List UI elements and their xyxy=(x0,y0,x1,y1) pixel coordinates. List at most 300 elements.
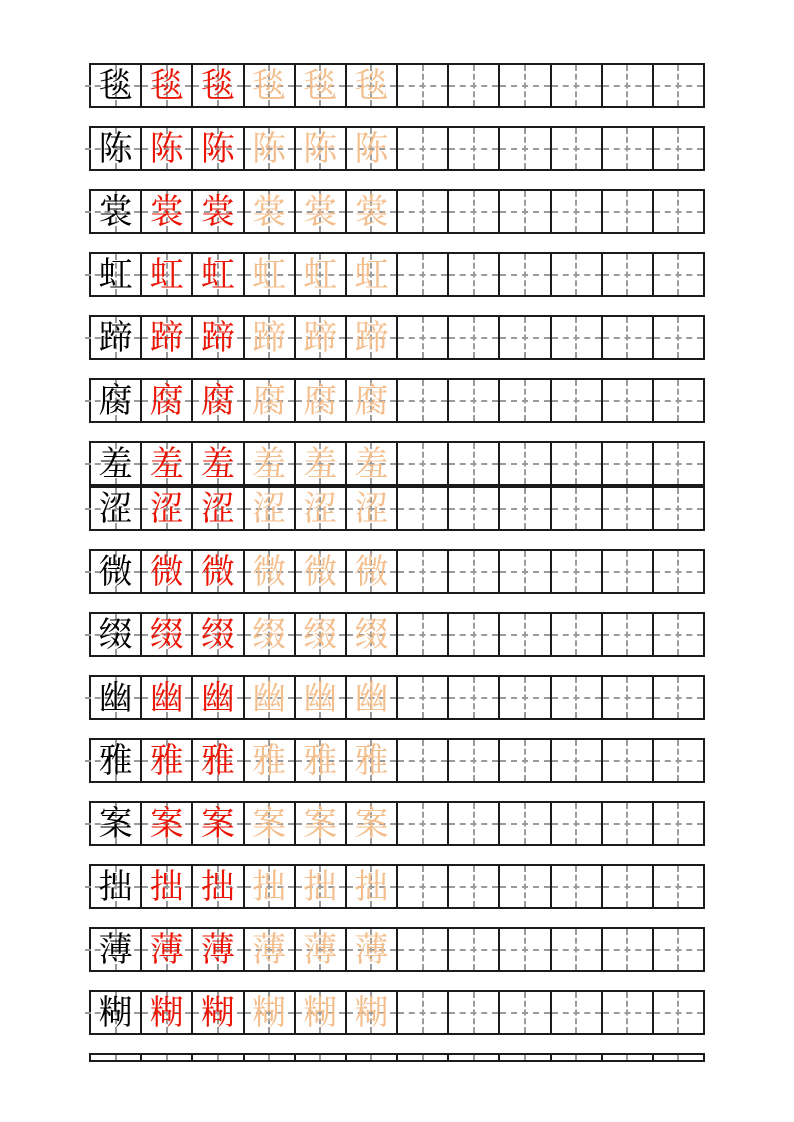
trace-character-cell-faded xyxy=(294,252,347,297)
trace-character-cell-faded xyxy=(294,927,347,972)
trace-character-cell-red xyxy=(191,441,244,486)
empty-practice-cell xyxy=(447,675,500,720)
empty-practice-cell xyxy=(396,126,449,171)
example-character: 羞 xyxy=(98,443,133,484)
trace-character-cell-faded xyxy=(294,612,347,657)
empty-practice-cell xyxy=(652,189,705,234)
trace-character-cell-faded xyxy=(345,927,398,972)
empty-practice-cell xyxy=(447,63,500,108)
example-character: 虹 xyxy=(98,254,133,295)
empty-practice-cell xyxy=(396,1053,449,1062)
example-character: 糊 xyxy=(98,992,133,1033)
empty-practice-cell xyxy=(447,189,500,234)
trace-character-faded: 裳 xyxy=(354,191,389,232)
trace-character-cell-faded xyxy=(345,378,398,423)
trace-character-faded: 羞 xyxy=(354,443,389,484)
empty-practice-cell xyxy=(498,612,551,657)
example-character: 案 xyxy=(98,803,133,844)
trace-character-red: 羞 xyxy=(149,443,184,484)
empty-practice-cell xyxy=(652,378,705,423)
empty-practice-cell xyxy=(601,441,654,486)
empty-practice-cell xyxy=(89,1053,142,1062)
example-character-cell xyxy=(89,126,142,171)
example-character-cell xyxy=(89,738,142,783)
trace-character-cell-faded xyxy=(243,612,296,657)
trace-character-cell-faded xyxy=(294,738,347,783)
trace-character-faded: 蹄 xyxy=(252,317,287,358)
trace-character-cell-red xyxy=(191,315,244,360)
trace-character-faded: 幽 xyxy=(252,677,287,718)
trace-character-cell-faded xyxy=(243,738,296,783)
trace-character-cell-red xyxy=(140,990,193,1035)
trace-character-faded: 缀 xyxy=(303,614,338,655)
empty-practice-cell xyxy=(498,1053,551,1062)
trace-character-cell-faded xyxy=(294,378,347,423)
empty-practice-cell xyxy=(652,486,705,531)
trace-character-cell-red xyxy=(140,549,193,594)
practice-row-partial xyxy=(89,1053,705,1062)
trace-character-cell-red xyxy=(140,63,193,108)
empty-practice-cell xyxy=(447,486,500,531)
trace-character-faded: 虹 xyxy=(303,254,338,295)
practice-row xyxy=(89,549,705,594)
trace-character-cell-red xyxy=(191,252,244,297)
example-character: 腐 xyxy=(98,380,133,421)
trace-character-cell-faded xyxy=(243,441,296,486)
example-character: 薄 xyxy=(98,929,133,970)
trace-character-cell-faded xyxy=(294,549,347,594)
empty-practice-cell xyxy=(652,63,705,108)
empty-practice-cell xyxy=(498,801,551,846)
empty-practice-cell xyxy=(652,675,705,720)
example-character-cell xyxy=(89,378,142,423)
empty-practice-cell xyxy=(396,63,449,108)
trace-character-cell-red xyxy=(140,738,193,783)
empty-practice-cell xyxy=(550,864,603,909)
trace-character-red: 陈 xyxy=(200,128,235,169)
empty-practice-cell xyxy=(550,63,603,108)
empty-practice-cell xyxy=(601,738,654,783)
trace-character-cell-faded xyxy=(294,675,347,720)
trace-character-cell-red xyxy=(140,315,193,360)
trace-character-cell-red xyxy=(140,801,193,846)
trace-character-faded: 涩 xyxy=(252,488,287,529)
practice-row xyxy=(89,378,705,423)
trace-character-red: 案 xyxy=(200,803,235,844)
trace-character-faded: 虹 xyxy=(354,254,389,295)
trace-character-cell-faded xyxy=(294,189,347,234)
trace-character-red: 陈 xyxy=(149,128,184,169)
trace-character-cell-faded xyxy=(345,441,398,486)
empty-practice-cell xyxy=(652,612,705,657)
empty-practice-cell xyxy=(396,990,449,1035)
trace-character-cell-red xyxy=(191,927,244,972)
trace-character-cell-red xyxy=(140,378,193,423)
trace-character-red: 微 xyxy=(200,551,235,592)
empty-practice-cell xyxy=(396,315,449,360)
trace-character-faded: 毯 xyxy=(252,65,287,106)
trace-character-cell-faded xyxy=(243,486,296,531)
empty-practice-cell xyxy=(396,927,449,972)
empty-practice-cell xyxy=(498,63,551,108)
empty-practice-cell xyxy=(498,378,551,423)
trace-character-cell-red xyxy=(191,990,244,1035)
empty-practice-cell xyxy=(550,486,603,531)
practice-row xyxy=(89,252,705,297)
example-character-cell xyxy=(89,486,142,531)
trace-character-cell-red xyxy=(191,486,244,531)
empty-practice-cell xyxy=(652,927,705,972)
trace-character-faded: 陈 xyxy=(303,128,338,169)
example-character: 蹄 xyxy=(98,317,133,358)
trace-character-cell-faded xyxy=(243,378,296,423)
trace-character-faded: 微 xyxy=(354,551,389,592)
practice-row xyxy=(89,801,705,846)
trace-character-red: 裳 xyxy=(200,191,235,232)
practice-row xyxy=(89,441,705,486)
trace-character-faded: 蹄 xyxy=(354,317,389,358)
empty-practice-cell xyxy=(652,864,705,909)
trace-character-cell-faded xyxy=(345,801,398,846)
empty-practice-cell xyxy=(447,801,500,846)
example-character-cell xyxy=(89,675,142,720)
trace-character-faded: 薄 xyxy=(303,929,338,970)
trace-character-cell-faded xyxy=(345,126,398,171)
trace-character-red: 蹄 xyxy=(200,317,235,358)
trace-character-cell-red xyxy=(191,63,244,108)
empty-practice-cell xyxy=(601,63,654,108)
empty-practice-cell xyxy=(396,441,449,486)
empty-practice-cell xyxy=(447,549,500,594)
practice-row xyxy=(89,486,705,531)
empty-practice-cell xyxy=(601,315,654,360)
empty-practice-cell xyxy=(447,252,500,297)
trace-character-faded: 案 xyxy=(303,803,338,844)
trace-character-cell-red xyxy=(140,441,193,486)
empty-practice-cell xyxy=(498,738,551,783)
empty-practice-cell xyxy=(345,1053,398,1062)
example-character: 陈 xyxy=(98,128,133,169)
trace-character-faded: 雅 xyxy=(354,740,389,781)
trace-character-faded: 涩 xyxy=(354,488,389,529)
trace-character-cell-red xyxy=(191,189,244,234)
empty-practice-cell xyxy=(601,864,654,909)
empty-practice-cell xyxy=(601,990,654,1035)
example-character: 涩 xyxy=(98,488,133,529)
trace-character-cell-faded xyxy=(345,63,398,108)
empty-practice-cell xyxy=(652,126,705,171)
trace-character-cell-faded xyxy=(345,486,398,531)
empty-practice-cell xyxy=(498,252,551,297)
example-character-cell xyxy=(89,441,142,486)
trace-character-red: 蹄 xyxy=(149,317,184,358)
empty-practice-cell xyxy=(396,378,449,423)
empty-practice-cell xyxy=(550,252,603,297)
trace-character-red: 糊 xyxy=(200,992,235,1033)
trace-character-cell-red xyxy=(191,801,244,846)
trace-character-faded: 糊 xyxy=(354,992,389,1033)
trace-character-faded: 陈 xyxy=(354,128,389,169)
trace-character-cell-faded xyxy=(345,864,398,909)
trace-character-faded: 拙 xyxy=(354,866,389,907)
trace-character-faded: 幽 xyxy=(303,677,338,718)
trace-character-cell-faded xyxy=(345,315,398,360)
empty-practice-cell xyxy=(396,612,449,657)
trace-character-faded: 拙 xyxy=(252,866,287,907)
trace-character-red: 雅 xyxy=(149,740,184,781)
trace-character-cell-faded xyxy=(243,549,296,594)
trace-character-cell-faded xyxy=(294,990,347,1035)
trace-character-cell-red xyxy=(191,549,244,594)
empty-practice-cell xyxy=(550,126,603,171)
trace-character-cell-red xyxy=(191,378,244,423)
practice-row xyxy=(89,189,705,234)
empty-practice-cell xyxy=(498,990,551,1035)
trace-character-cell-faded xyxy=(243,675,296,720)
trace-character-red: 微 xyxy=(149,551,184,592)
trace-character-cell-faded xyxy=(345,738,398,783)
example-character: 微 xyxy=(98,551,133,592)
empty-practice-cell xyxy=(652,549,705,594)
trace-character-red: 薄 xyxy=(200,929,235,970)
empty-practice-cell xyxy=(550,315,603,360)
empty-practice-cell xyxy=(447,378,500,423)
empty-practice-cell xyxy=(396,801,449,846)
example-character: 雅 xyxy=(98,740,133,781)
empty-practice-cell xyxy=(243,1053,296,1062)
trace-character-red: 涩 xyxy=(200,488,235,529)
empty-practice-cell xyxy=(601,486,654,531)
practice-row xyxy=(89,864,705,909)
trace-character-cell-red xyxy=(140,252,193,297)
empty-practice-cell xyxy=(447,738,500,783)
trace-character-red: 涩 xyxy=(149,488,184,529)
trace-character-faded: 微 xyxy=(252,551,287,592)
trace-character-red: 缀 xyxy=(149,614,184,655)
trace-character-faded: 糊 xyxy=(252,992,287,1033)
trace-character-faded: 蹄 xyxy=(303,317,338,358)
practice-row xyxy=(89,126,705,171)
empty-practice-cell xyxy=(550,549,603,594)
trace-character-red: 腐 xyxy=(149,380,184,421)
trace-character-faded: 缀 xyxy=(252,614,287,655)
empty-practice-cell xyxy=(396,189,449,234)
empty-practice-cell xyxy=(140,1053,193,1062)
empty-practice-cell xyxy=(601,378,654,423)
trace-character-cell-faded xyxy=(345,612,398,657)
empty-practice-cell xyxy=(550,738,603,783)
practice-row xyxy=(89,675,705,720)
trace-character-cell-faded xyxy=(294,801,347,846)
empty-practice-cell xyxy=(447,1053,500,1062)
trace-character-cell-faded xyxy=(243,63,296,108)
trace-character-cell-faded xyxy=(243,189,296,234)
empty-practice-cell xyxy=(601,801,654,846)
empty-practice-cell xyxy=(550,990,603,1035)
empty-practice-cell xyxy=(447,315,500,360)
trace-character-red: 毯 xyxy=(200,65,235,106)
empty-practice-cell xyxy=(498,315,551,360)
trace-character-faded: 羞 xyxy=(252,443,287,484)
empty-practice-cell xyxy=(601,549,654,594)
example-character-cell xyxy=(89,927,142,972)
example-character-cell xyxy=(89,315,142,360)
empty-practice-cell xyxy=(601,675,654,720)
empty-practice-cell xyxy=(652,252,705,297)
trace-character-faded: 陈 xyxy=(252,128,287,169)
example-character-cell xyxy=(89,189,142,234)
empty-practice-cell xyxy=(601,927,654,972)
trace-character-cell-faded xyxy=(345,675,398,720)
example-character-cell xyxy=(89,864,142,909)
trace-character-cell-faded xyxy=(243,927,296,972)
trace-character-cell-red xyxy=(140,486,193,531)
empty-practice-cell xyxy=(498,126,551,171)
empty-practice-cell xyxy=(447,990,500,1035)
trace-character-cell-faded xyxy=(243,990,296,1035)
practice-row xyxy=(89,738,705,783)
empty-practice-cell xyxy=(550,189,603,234)
empty-practice-cell xyxy=(396,864,449,909)
empty-practice-cell xyxy=(601,1053,654,1062)
empty-practice-cell xyxy=(191,1053,244,1062)
example-character-cell xyxy=(89,252,142,297)
trace-character-cell-faded xyxy=(294,126,347,171)
empty-practice-cell xyxy=(498,549,551,594)
trace-character-faded: 幽 xyxy=(354,677,389,718)
empty-practice-cell xyxy=(601,126,654,171)
practice-row xyxy=(89,315,705,360)
trace-character-faded: 案 xyxy=(354,803,389,844)
trace-character-cell-red xyxy=(140,927,193,972)
empty-practice-cell xyxy=(652,990,705,1035)
example-character-cell xyxy=(89,63,142,108)
trace-character-cell-red xyxy=(191,675,244,720)
empty-practice-cell xyxy=(652,315,705,360)
empty-practice-cell xyxy=(601,252,654,297)
trace-character-cell-red xyxy=(191,738,244,783)
trace-character-red: 毯 xyxy=(149,65,184,106)
trace-character-faded: 腐 xyxy=(252,380,287,421)
example-character: 毯 xyxy=(98,65,133,106)
trace-character-cell-red xyxy=(140,189,193,234)
trace-character-red: 虹 xyxy=(149,254,184,295)
empty-practice-cell xyxy=(447,864,500,909)
practice-row xyxy=(89,63,705,108)
trace-character-cell-faded xyxy=(294,441,347,486)
example-character-cell xyxy=(89,549,142,594)
trace-character-cell-red xyxy=(140,126,193,171)
trace-character-cell-faded xyxy=(294,63,347,108)
example-character: 缀 xyxy=(98,614,133,655)
empty-practice-cell xyxy=(498,927,551,972)
empty-practice-cell xyxy=(396,738,449,783)
trace-character-faded: 涩 xyxy=(303,488,338,529)
practice-row xyxy=(89,612,705,657)
empty-practice-cell xyxy=(498,864,551,909)
trace-character-faded: 薄 xyxy=(252,929,287,970)
trace-character-cell-faded xyxy=(243,252,296,297)
empty-practice-cell xyxy=(550,675,603,720)
trace-character-cell-faded xyxy=(243,801,296,846)
empty-practice-cell xyxy=(550,378,603,423)
trace-character-faded: 羞 xyxy=(303,443,338,484)
empty-practice-cell xyxy=(652,738,705,783)
empty-practice-cell xyxy=(550,801,603,846)
empty-practice-cell xyxy=(447,126,500,171)
trace-character-faded: 毯 xyxy=(354,65,389,106)
trace-character-red: 羞 xyxy=(200,443,235,484)
trace-character-faded: 虹 xyxy=(252,254,287,295)
empty-practice-cell xyxy=(652,801,705,846)
trace-character-faded: 腐 xyxy=(303,380,338,421)
empty-practice-cell xyxy=(550,927,603,972)
trace-character-red: 拙 xyxy=(149,866,184,907)
empty-practice-cell xyxy=(652,441,705,486)
trace-character-red: 幽 xyxy=(200,677,235,718)
trace-character-cell-faded xyxy=(294,864,347,909)
empty-practice-cell xyxy=(498,441,551,486)
empty-practice-cell xyxy=(550,612,603,657)
practice-grid xyxy=(89,63,705,1062)
trace-character-red: 虹 xyxy=(200,254,235,295)
trace-character-red: 缀 xyxy=(200,614,235,655)
trace-character-faded: 毯 xyxy=(303,65,338,106)
empty-practice-cell xyxy=(396,252,449,297)
trace-character-red: 雅 xyxy=(200,740,235,781)
example-character-cell xyxy=(89,801,142,846)
empty-practice-cell xyxy=(601,612,654,657)
trace-character-cell-faded xyxy=(243,315,296,360)
trace-character-red: 幽 xyxy=(149,677,184,718)
trace-character-red: 拙 xyxy=(200,866,235,907)
empty-practice-cell xyxy=(498,189,551,234)
example-character-cell xyxy=(89,612,142,657)
empty-practice-cell xyxy=(652,1053,705,1062)
trace-character-faded: 雅 xyxy=(252,740,287,781)
empty-practice-cell xyxy=(396,549,449,594)
trace-character-faded: 微 xyxy=(303,551,338,592)
trace-character-faded: 裳 xyxy=(252,191,287,232)
trace-character-cell-faded xyxy=(294,486,347,531)
practice-row xyxy=(89,990,705,1035)
trace-character-faded: 薄 xyxy=(354,929,389,970)
trace-character-red: 腐 xyxy=(200,380,235,421)
empty-practice-cell xyxy=(447,927,500,972)
trace-character-cell-red xyxy=(140,675,193,720)
trace-character-cell-red xyxy=(140,864,193,909)
trace-character-faded: 糊 xyxy=(303,992,338,1033)
trace-character-cell-faded xyxy=(345,549,398,594)
example-character: 拙 xyxy=(98,866,133,907)
trace-character-cell-red xyxy=(191,612,244,657)
empty-practice-cell xyxy=(498,486,551,531)
empty-practice-cell xyxy=(396,675,449,720)
empty-practice-cell xyxy=(447,612,500,657)
empty-practice-cell xyxy=(447,441,500,486)
trace-character-cell-faded xyxy=(243,126,296,171)
empty-practice-cell xyxy=(601,189,654,234)
example-character: 裳 xyxy=(98,191,133,232)
trace-character-cell-faded xyxy=(345,189,398,234)
trace-character-cell-faded xyxy=(243,864,296,909)
trace-character-faded: 案 xyxy=(252,803,287,844)
empty-practice-cell xyxy=(294,1053,347,1062)
example-character: 幽 xyxy=(98,677,133,718)
trace-character-faded: 腐 xyxy=(354,380,389,421)
trace-character-faded: 缀 xyxy=(354,614,389,655)
trace-character-cell-faded xyxy=(345,252,398,297)
